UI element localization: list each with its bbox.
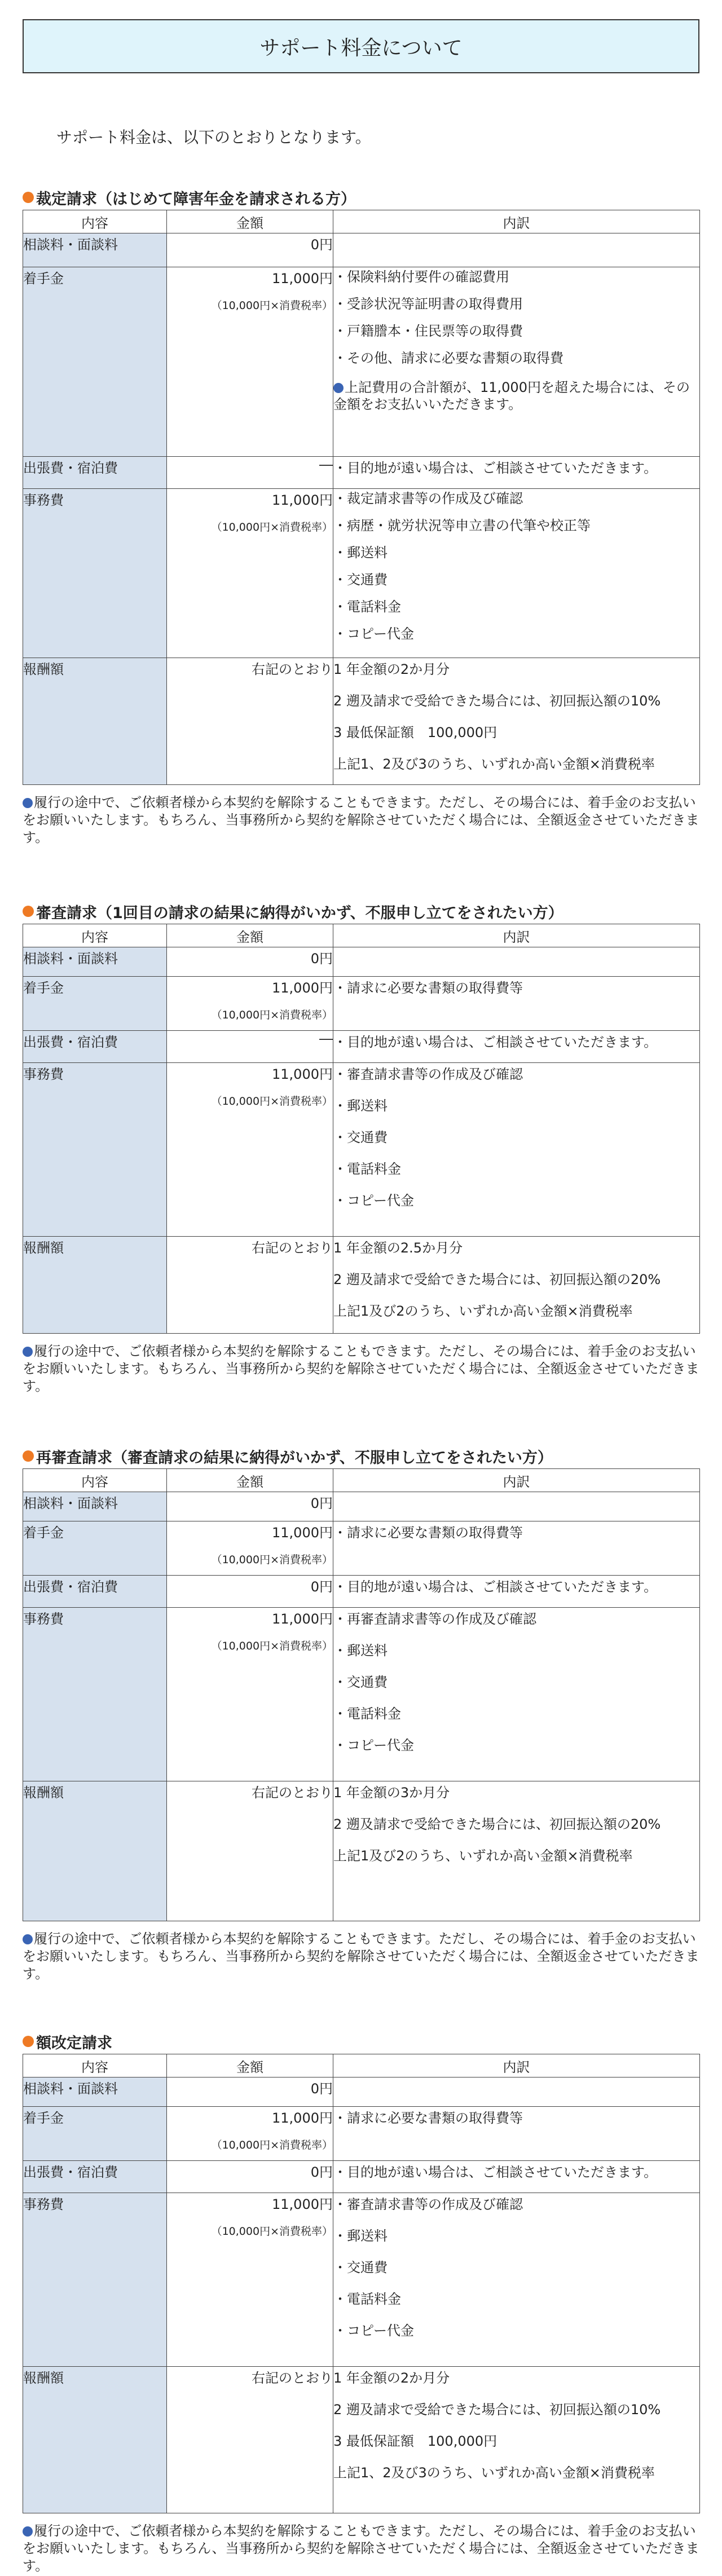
- fee-amount: [167, 267, 333, 457]
- section-heading: [23, 2032, 699, 2050]
- fee-details: [333, 1576, 700, 1608]
- fee-amount-value: 右記のとおり: [252, 2370, 333, 2386]
- section-heading: [23, 188, 699, 206]
- table-row: [23, 2161, 700, 2193]
- detail-line: 上記1及び2のうち、いずれか高い金額×消費税率: [333, 1848, 633, 1864]
- fee-details: [333, 1492, 700, 1521]
- table-row: [23, 1781, 700, 1921]
- detail-line: ・コピー代金: [333, 626, 415, 642]
- detail-line: ・請求に必要な書類の取得費等: [333, 980, 523, 996]
- detail-line: ・病歴・就労状況等申立書の代筆や校正等: [333, 518, 591, 533]
- fee-amount: [167, 977, 333, 1031]
- detail-line: ・コピー代金: [333, 2323, 415, 2339]
- detail-note-text: 上記費用の合計額が、11,000円を超えた場合には、その金額をお支払いいただきます。: [333, 380, 690, 412]
- fee-item-label: 相談料・面談料: [23, 947, 167, 977]
- detail-line: ・目的地が遠い場合は、ご相談させていただきます。: [333, 2164, 658, 2180]
- detail-line: 2 遡及請求で受給できた場合には、初回振込額の10%: [333, 693, 661, 709]
- note-dot-icon: [23, 2526, 33, 2537]
- section-heading-text: 裁定請求（はじめて障害年金を請求される方）: [36, 190, 356, 208]
- fee-details: [333, 489, 700, 658]
- fee-details: [333, 2107, 700, 2161]
- fee-amount: [167, 2161, 333, 2193]
- fee-details: [333, 658, 700, 785]
- fee-amount-value: 0円: [310, 1496, 333, 1511]
- table-row: [23, 658, 700, 785]
- fee-amount-value: 右記のとおり: [252, 1240, 333, 1256]
- table-row: [23, 267, 700, 457]
- fee-item-label: 事務費: [23, 2193, 167, 2367]
- fee-amount-note: （10,000円×消費税率）: [211, 521, 333, 533]
- detail-line: ・裁定請求書等の作成及び確認: [333, 491, 523, 506]
- fee-amount-value: 11,000円: [272, 1525, 333, 1541]
- fee-amount: [167, 1608, 333, 1781]
- column-header: 金額: [167, 924, 333, 947]
- fee-amount: [167, 1031, 333, 1063]
- table-header-row: [23, 210, 700, 233]
- detail-line: ・郵送料: [333, 545, 388, 561]
- fee-details: [333, 1521, 700, 1576]
- detail-line: ・コピー代金: [333, 1737, 415, 1753]
- footnote: [23, 2522, 699, 2575]
- fee-item-label: 報酬額: [23, 658, 167, 785]
- table-row: [23, 947, 700, 977]
- page-title: サポート料金について: [23, 19, 699, 73]
- fee-details: [333, 1063, 700, 1237]
- footnote: [23, 794, 699, 846]
- footnote: [23, 1930, 699, 1983]
- footnote: [23, 1343, 699, 1395]
- table-row: [23, 1521, 700, 1576]
- column-header: 金額: [167, 210, 333, 233]
- table-header-row: [23, 2054, 700, 2077]
- detail-line: 1 年金額の3か月分: [333, 1785, 450, 1801]
- fee-amount: [167, 2367, 333, 2513]
- bullet-dot-icon: [23, 2036, 34, 2047]
- fee-item-label: 出張費・宿泊費: [23, 457, 167, 489]
- detail-line: ・コピー代金: [333, 1193, 415, 1208]
- fee-amount-note: （10,000円×消費税率）: [211, 1095, 333, 1108]
- table-row: [23, 457, 700, 489]
- bullet-dot-icon: [23, 1450, 34, 1462]
- fee-item-label: 出張費・宿泊費: [23, 1031, 167, 1063]
- detail-line: 1 年金額の2か月分: [333, 661, 450, 677]
- column-header: 内訳: [333, 210, 700, 233]
- fee-item-label: 出張費・宿泊費: [23, 2161, 167, 2193]
- fee-section: [23, 188, 699, 846]
- detail-line: 2 遡及請求で受給できた場合には、初回振込額の20%: [333, 1272, 661, 1287]
- detail-line: ・請求に必要な書類の取得費等: [333, 2110, 523, 2126]
- detail-line: ・郵送料: [333, 1643, 388, 1658]
- table-row: [23, 2367, 700, 2513]
- fee-details: [333, 1237, 700, 1334]
- detail-line: 1 年金額の2.5か月分: [333, 1240, 463, 1256]
- column-header: 内容: [23, 210, 167, 233]
- fee-amount-value: 右記のとおり: [252, 661, 333, 677]
- fee-amount-note: （10,000円×消費税率）: [211, 2225, 333, 2238]
- fee-amount-value: 0円: [310, 237, 333, 253]
- table-row: [23, 977, 700, 1031]
- footnote-text: 履行の途中で、ご依頼者様から本契約を解除することもできます。ただし、その場合には、着手金のお支払いをお願いいたします。もちろん、当事務所から契約を解除させていただく場合には、全額返金させていただきます。: [23, 795, 699, 845]
- note-dot-icon: [333, 383, 344, 393]
- fee-amount-note: （10,000円×消費税率）: [211, 1640, 333, 1652]
- detail-line: 3 最低保証額 100,000円: [333, 725, 498, 740]
- fee-amount-value: ―: [319, 1031, 333, 1047]
- detail-note: [333, 379, 699, 413]
- table-row: [23, 1237, 700, 1334]
- detail-line: 上記1及び2のうち、いずれか高い金額×消費税率: [333, 1303, 633, 1319]
- fee-amount: [167, 2077, 333, 2107]
- detail-line: ・目的地が遠い場合は、ご相談させていただきます。: [333, 460, 658, 476]
- detail-line: 2 遡及請求で受給できた場合には、初回振込額の20%: [333, 1816, 661, 1832]
- fee-amount-note: （10,000円×消費税率）: [211, 1009, 333, 1021]
- table-row: [23, 1031, 700, 1063]
- fee-section: [23, 1447, 699, 1983]
- bullet-dot-icon: [23, 906, 34, 917]
- detail-line: ・戸籍謄本・住民票等の取得費: [333, 323, 523, 339]
- fee-item-label: 着手金: [23, 1521, 167, 1576]
- detail-line: 1 年金額の2か月分: [333, 2370, 450, 2386]
- fee-details: [333, 977, 700, 1031]
- fee-amount: [167, 233, 333, 267]
- section-heading: [23, 902, 699, 920]
- fee-amount-note: （10,000円×消費税率）: [211, 1554, 333, 1566]
- fee-amount-value: 11,000円: [272, 271, 333, 286]
- column-header: 内訳: [333, 924, 700, 947]
- fee-amount: [167, 658, 333, 785]
- fee-amount: [167, 1781, 333, 1921]
- table-row: [23, 233, 700, 267]
- detail-line: ・郵送料: [333, 1098, 388, 1114]
- fee-section: [23, 2032, 699, 2575]
- fee-section: [23, 902, 699, 1395]
- bullet-dot-icon: [23, 192, 34, 203]
- detail-line: 上記1、2及び3のうち、いずれか高い金額×消費税率: [333, 756, 655, 772]
- detail-line: ・交通費: [333, 2260, 388, 2275]
- fee-amount: [167, 489, 333, 658]
- column-header: 内訳: [333, 1469, 700, 1492]
- fee-amount: [167, 2193, 333, 2367]
- fee-item-label: 着手金: [23, 267, 167, 457]
- fee-details: [333, 2367, 700, 2513]
- detail-line: ・審査請求書等の作成及び確認: [333, 1066, 523, 1082]
- fee-details: [333, 1031, 700, 1063]
- fee-amount: [167, 1521, 333, 1576]
- footnote-text: 履行の途中で、ご依頼者様から本契約を解除することもできます。ただし、その場合には、着手金のお支払いをお願いいたします。もちろん、当事務所から契約を解除させていただく場合には、全額返金させていただきます。: [23, 1343, 699, 1394]
- fee-amount-value: 0円: [310, 1579, 333, 1595]
- fee-amount-value: 0円: [310, 2164, 333, 2180]
- section-heading-text: 審査請求（1回目の請求の結果に納得がいかず、不服申し立てをされたい方）: [36, 904, 563, 922]
- column-header: 内容: [23, 924, 167, 947]
- table-row: [23, 2193, 700, 2367]
- footnote-text: 履行の途中で、ご依頼者様から本契約を解除することもできます。ただし、その場合には、着手金のお支払いをお願いいたします。もちろん、当事務所から契約を解除させていただく場合には、全額返金させていただきます。: [23, 2523, 699, 2574]
- fee-item-label: 事務費: [23, 1063, 167, 1237]
- table-row: [23, 2107, 700, 2161]
- detail-line: ・目的地が遠い場合は、ご相談させていただきます。: [333, 1579, 658, 1595]
- column-header: 内訳: [333, 2054, 700, 2077]
- fee-amount-value: 11,000円: [272, 2110, 333, 2126]
- fee-amount-value: 0円: [310, 951, 333, 967]
- fee-details: [333, 267, 700, 457]
- table-header-row: [23, 924, 700, 947]
- fee-amount: [167, 1576, 333, 1608]
- section-heading: [23, 1447, 699, 1465]
- table-row: [23, 1576, 700, 1608]
- fee-item-label: 出張費・宿泊費: [23, 1576, 167, 1608]
- column-header: 内容: [23, 2054, 167, 2077]
- fee-amount-value: 11,000円: [272, 980, 333, 996]
- intro-text: サポート料金は、以下のとおりとなります。: [56, 128, 371, 147]
- fee-amount-value: 11,000円: [272, 1611, 333, 1627]
- table-row: [23, 1608, 700, 1781]
- column-header: 金額: [167, 2054, 333, 2077]
- detail-line: ・目的地が遠い場合は、ご相談させていただきます。: [333, 1034, 658, 1050]
- table-row: [23, 489, 700, 658]
- fee-details: [333, 947, 700, 977]
- section-heading-text: 再審査請求（審査請求の結果に納得がいかず、不服申し立てをされたい方）: [36, 1449, 553, 1467]
- fee-item-label: 事務費: [23, 489, 167, 658]
- fee-table: [23, 1468, 700, 1921]
- fee-amount: [167, 457, 333, 489]
- fee-details: [333, 2077, 700, 2107]
- detail-line: ・受診状況等証明書の取得費用: [333, 296, 523, 312]
- column-header: 内容: [23, 1469, 167, 1492]
- fee-table: [23, 210, 700, 785]
- detail-line: ・電話料金: [333, 1161, 401, 1177]
- fee-amount-value: 11,000円: [272, 1066, 333, 1082]
- fee-item-label: 相談料・面談料: [23, 233, 167, 267]
- detail-line: ・電話料金: [333, 1706, 401, 1722]
- fee-details: [333, 1608, 700, 1781]
- detail-line: 2 遡及請求で受給できた場合には、初回振込額の10%: [333, 2402, 661, 2418]
- fee-amount: [167, 947, 333, 977]
- section-heading-text: 額改定請求: [36, 2034, 112, 2052]
- detail-line: ・電話料金: [333, 599, 401, 615]
- note-dot-icon: [23, 1934, 33, 1944]
- detail-line: ・交通費: [333, 1674, 388, 1690]
- note-dot-icon: [23, 798, 33, 808]
- fee-details: [333, 1781, 700, 1921]
- fee-amount-value: 右記のとおり: [252, 1785, 333, 1801]
- fee-details: [333, 2161, 700, 2193]
- fee-amount-note: （10,000円×消費税率）: [211, 299, 333, 312]
- fee-amount-value: 11,000円: [272, 2196, 333, 2212]
- table-row: [23, 1492, 700, 1521]
- table-row: [23, 2077, 700, 2107]
- table-header-row: [23, 1469, 700, 1492]
- fee-item-label: 相談料・面談料: [23, 2077, 167, 2107]
- fee-item-label: 報酬額: [23, 1781, 167, 1921]
- detail-line: ・再審査請求書等の作成及び確認: [333, 1611, 536, 1627]
- detail-line: ・郵送料: [333, 2228, 388, 2244]
- fee-details: [333, 457, 700, 489]
- fee-amount-note: （10,000円×消費税率）: [211, 2139, 333, 2151]
- fee-item-label: 報酬額: [23, 1237, 167, 1334]
- footnote-text: 履行の途中で、ご依頼者様から本契約を解除することもできます。ただし、その場合には、着手金のお支払いをお願いいたします。もちろん、当事務所から契約を解除させていただく場合には、全額返金させていただきます。: [23, 1931, 699, 1982]
- detail-line: ・審査請求書等の作成及び確認: [333, 2196, 523, 2212]
- fee-amount: [167, 2107, 333, 2161]
- detail-line: ・交通費: [333, 572, 388, 588]
- fee-details: [333, 2193, 700, 2367]
- detail-line: ・その他、請求に必要な書類の取得費: [333, 350, 563, 366]
- fee-item-label: 着手金: [23, 2107, 167, 2161]
- fee-item-label: 事務費: [23, 1608, 167, 1781]
- fee-table: [23, 2054, 700, 2513]
- detail-line: 3 最低保証額 100,000円: [333, 2433, 498, 2449]
- detail-line: ・請求に必要な書類の取得費等: [333, 1525, 523, 1541]
- fee-amount: [167, 1237, 333, 1334]
- column-header: 金額: [167, 1469, 333, 1492]
- detail-line: ・交通費: [333, 1130, 388, 1145]
- fee-item-label: 着手金: [23, 977, 167, 1031]
- detail-line: ・保険料納付要件の確認費用: [333, 269, 509, 285]
- fee-item-label: 相談料・面談料: [23, 1492, 167, 1521]
- fee-amount-value: 0円: [310, 2081, 333, 2097]
- fee-details: [333, 233, 700, 267]
- fee-amount-value: ―: [319, 457, 333, 473]
- detail-line: ・電話料金: [333, 2291, 401, 2307]
- fee-amount: [167, 1492, 333, 1521]
- fee-amount-value: 11,000円: [272, 492, 333, 508]
- detail-line: 上記1、2及び3のうち、いずれか高い金額×消費税率: [333, 2465, 655, 2481]
- table-row: [23, 1063, 700, 1237]
- fee-item-label: 報酬額: [23, 2367, 167, 2513]
- fee-table: [23, 924, 700, 1334]
- fee-amount: [167, 1063, 333, 1237]
- note-dot-icon: [23, 1347, 33, 1357]
